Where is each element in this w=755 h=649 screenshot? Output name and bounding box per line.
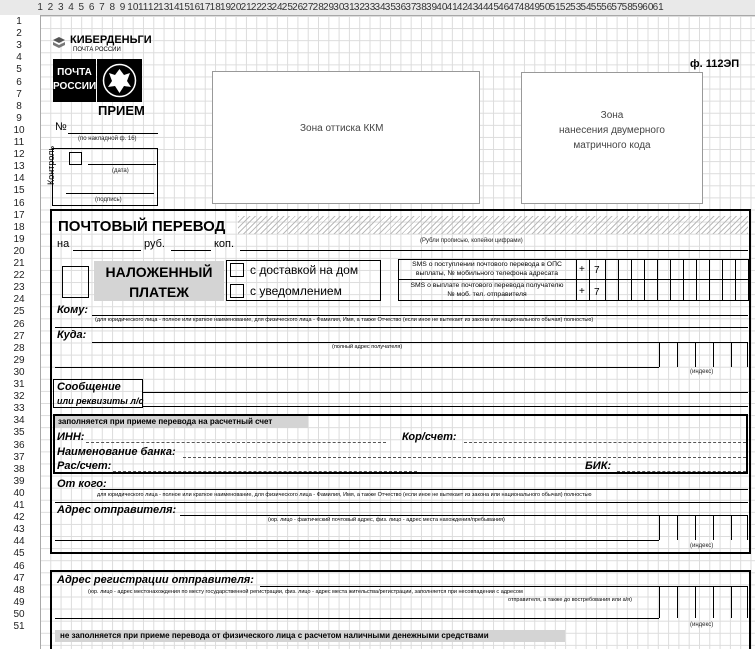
row-label: 3 xyxy=(16,40,22,52)
bank-label: Наименование банка: xyxy=(57,446,176,458)
column-label: 1 xyxy=(37,2,43,13)
post-logo: ПОЧТА РОССИИ xyxy=(53,59,96,102)
date-field[interactable] xyxy=(88,164,156,165)
column-label: 54 xyxy=(580,2,592,13)
sender-index-cells[interactable] xyxy=(659,515,748,540)
form-code: ф. 112ЭП xyxy=(690,58,740,70)
column-label: 18 xyxy=(209,2,221,13)
kuda-field[interactable] xyxy=(92,342,748,343)
row-label: 40 xyxy=(13,487,25,499)
bik-field[interactable] xyxy=(617,471,746,472)
row-label: 15 xyxy=(13,185,25,197)
bottom-note: не заполняется при приеме перевода от физического лица с расчетом наличными денежными средствами xyxy=(60,631,489,640)
cod-label: НАЛОЖЕННЫЙ ПЛАТЕЖ xyxy=(105,264,213,300)
row-label: 19 xyxy=(13,233,25,245)
bik-label: БИК: xyxy=(585,460,612,472)
column-label: 45 xyxy=(487,2,499,13)
column-label: 23 xyxy=(261,2,273,13)
sms-seven-1: 7 xyxy=(594,265,600,276)
delivery-checkbox[interactable] xyxy=(230,263,244,277)
sms-cell-divider xyxy=(589,259,590,301)
column-label: 50 xyxy=(539,2,551,13)
index-cell-divider xyxy=(695,515,696,540)
column-label: 19 xyxy=(219,2,232,13)
column-label: 48 xyxy=(518,2,530,13)
title-hatch xyxy=(238,216,748,234)
inn-field[interactable] xyxy=(86,442,386,443)
row-label: 36 xyxy=(13,439,25,451)
column-label: 4 xyxy=(68,2,74,13)
column-label: 2 xyxy=(47,2,54,13)
registration-field-2[interactable] xyxy=(55,618,659,619)
sms-plus-2: + xyxy=(579,286,585,297)
sms-cell-divider xyxy=(657,259,658,301)
message-field[interactable] xyxy=(143,392,748,393)
row-label: 8 xyxy=(16,100,22,112)
column-header xyxy=(0,0,755,16)
row-label: 32 xyxy=(13,391,25,403)
row-label: 30 xyxy=(13,366,25,378)
column-label: 27 xyxy=(302,2,314,13)
row-label: 35 xyxy=(13,427,25,439)
nakladnaya-hint: (по накладной ф. 16) xyxy=(78,136,137,142)
inn-label: ИНН: xyxy=(57,431,85,443)
row-label: 23 xyxy=(13,282,25,294)
index-cell-divider xyxy=(713,342,714,367)
column-label: 6 xyxy=(88,2,95,13)
row-label: 51 xyxy=(13,621,25,632)
ot-kogo-label: От кого: xyxy=(57,478,107,490)
komu-field-2[interactable] xyxy=(55,327,748,328)
sms-cell-divider xyxy=(576,259,577,301)
column-label: 57 xyxy=(611,2,623,13)
column-label: 5 xyxy=(78,2,85,13)
column-label: 49 xyxy=(528,2,541,13)
kkm-zone xyxy=(212,71,480,204)
index-cell-divider xyxy=(731,515,732,540)
column-label: 61 xyxy=(652,2,664,13)
sms-seven-2: 7 xyxy=(594,287,600,298)
column-label: 22 xyxy=(250,2,262,13)
row-label: 13 xyxy=(13,161,25,173)
row-label: 43 xyxy=(13,524,25,536)
column-label: 10 xyxy=(127,2,139,13)
column-label: 33 xyxy=(364,2,376,13)
column-label: 40 xyxy=(436,2,448,13)
row-label: 33 xyxy=(13,403,25,415)
sms-cell-divider xyxy=(605,259,606,301)
row-label: 46 xyxy=(13,560,25,572)
rasschet-label: Рас/счет: xyxy=(57,460,112,472)
row-label: 18 xyxy=(13,221,25,233)
rasschet-field[interactable] xyxy=(113,471,417,472)
row-label: 1 xyxy=(16,16,22,27)
recipient-index-cells[interactable] xyxy=(659,342,748,367)
row-label: 4 xyxy=(16,52,22,64)
column-label: 52 xyxy=(559,2,571,13)
column-label: 36 xyxy=(395,2,407,13)
message-label: Сообщение xyxy=(57,381,121,393)
row-label: 17 xyxy=(13,209,25,221)
row-label: 16 xyxy=(13,197,25,209)
matrix-code-label: Зона нанесения двумерного матричного кода xyxy=(559,110,665,151)
column-label: 56 xyxy=(601,2,613,13)
column-label: 41 xyxy=(446,2,458,13)
index-cell-divider xyxy=(731,342,732,367)
registration-index-hint: (индекс) xyxy=(690,622,714,628)
amount-rub: руб. xyxy=(144,238,165,250)
sms-cell-divider xyxy=(735,259,736,301)
row-label: 21 xyxy=(13,258,25,269)
row-label: 2 xyxy=(16,28,22,40)
column-label: 25 xyxy=(281,2,293,13)
column-label: 28 xyxy=(312,2,324,13)
signature-field[interactable] xyxy=(66,193,154,194)
row-label: 47 xyxy=(13,572,25,584)
sms-cell-divider xyxy=(631,259,632,301)
column-label: 12 xyxy=(147,2,159,13)
column-label: 43 xyxy=(467,2,479,13)
index-cell-divider xyxy=(713,586,714,618)
sender-index-hint: (индекс) xyxy=(690,543,714,549)
sms-payout-label: SMS о выплате почтового перевода получателю № моб. тел. отправителя xyxy=(410,282,564,298)
row-label: 29 xyxy=(13,354,25,366)
date-hint: (дата) xyxy=(112,168,129,174)
column-label: 60 xyxy=(642,2,654,13)
row-label: 12 xyxy=(13,149,25,161)
row-label: 14 xyxy=(13,173,25,185)
column-label: 21 xyxy=(240,2,252,13)
row-label: 37 xyxy=(13,451,25,463)
row-label: 45 xyxy=(13,548,25,560)
signature-hint: (подпись) xyxy=(95,197,122,203)
row-label: 20 xyxy=(13,245,25,257)
index-cell-divider xyxy=(677,342,678,367)
row-label: 27 xyxy=(13,330,25,342)
registration-hint-2: отправителя, а также до востребования или а/я) xyxy=(508,597,632,603)
column-label: 51 xyxy=(549,2,561,13)
rubles-field[interactable] xyxy=(73,250,141,251)
column-label: 59 xyxy=(631,2,644,13)
index-cell-divider xyxy=(695,342,696,367)
row-label: 6 xyxy=(16,76,22,88)
row-label: 28 xyxy=(13,342,25,354)
kuda-label: Куда: xyxy=(57,329,87,341)
row-label: 5 xyxy=(16,64,22,76)
column-label: 24 xyxy=(271,2,283,13)
index-cell-divider xyxy=(677,515,678,540)
row-label: 22 xyxy=(13,270,25,282)
registration-index-cells[interactable] xyxy=(659,586,748,618)
column-label: 34 xyxy=(374,2,386,13)
column-label: 14 xyxy=(168,2,180,13)
row-label: 48 xyxy=(13,584,25,596)
column-label: 20 xyxy=(230,2,242,13)
row-label: 41 xyxy=(13,500,25,511)
korschet-field[interactable] xyxy=(464,442,746,443)
sender-address-label: Адрес отправителя: xyxy=(57,504,177,516)
row-label: 50 xyxy=(13,608,25,620)
column-label: 9 xyxy=(119,2,126,13)
column-label: 13 xyxy=(158,2,170,13)
transfer-title: ПОЧТОВЫЙ ПЕРЕВОД xyxy=(58,218,226,235)
column-label: 38 xyxy=(415,2,427,13)
sms-cell-divider xyxy=(618,259,619,301)
column-label: 11 xyxy=(137,2,149,13)
row-label: 26 xyxy=(13,318,25,330)
index-cell-divider xyxy=(677,586,678,618)
column-label: 42 xyxy=(456,2,468,13)
sms-cell-divider xyxy=(709,259,710,301)
account-title: заполняется при приеме перевода на расчетный счет xyxy=(58,417,273,426)
notice-checkbox[interactable] xyxy=(230,284,244,298)
message-field-2[interactable] xyxy=(143,406,748,407)
recipient-index-hint: (индекс) xyxy=(690,369,714,375)
row-header xyxy=(0,15,41,649)
kuda-field-2[interactable] xyxy=(55,367,659,368)
column-label: 32 xyxy=(353,2,365,13)
column-label: 46 xyxy=(498,2,510,13)
sms-receipt-label: SMS о поступлении почтового перевода в ОПС выплаты, № мобильного телефона адресата xyxy=(412,261,562,277)
index-cell-divider xyxy=(713,515,714,540)
bank-field[interactable] xyxy=(183,457,746,458)
column-label: 3 xyxy=(57,2,64,13)
komu-label: Кому: xyxy=(57,304,88,316)
sms-cell-divider xyxy=(670,259,671,301)
column-label: 44 xyxy=(477,2,489,13)
row-label: 38 xyxy=(13,463,25,475)
row-label: 25 xyxy=(13,306,25,318)
row-label: 34 xyxy=(13,415,25,427)
row-label: 11 xyxy=(13,137,25,148)
column-label: 8 xyxy=(109,2,116,13)
sms-cell-divider xyxy=(696,259,697,301)
column-label: 58 xyxy=(621,2,633,13)
sender-address-field-2[interactable] xyxy=(55,540,659,541)
delivery-label: с доставкой на дом xyxy=(250,263,359,277)
brand-sub: ПОЧТА РОССИИ xyxy=(73,47,121,53)
sms-cell-divider xyxy=(683,259,684,301)
komu-hint: (для юридического лица - полное или краткое наименование, для физического лица - Фамилия, Имя, а также Отчество (если иное не вытекает из закона или национального обычая) полностью) xyxy=(95,317,594,323)
column-label: 39 xyxy=(425,2,438,13)
korschet-label: Кор/счет: xyxy=(402,431,457,443)
ot-kogo-hint: для юридического лица - полное или краткое наименование, для физического лица - Фамилия, Имя, а также Отчество (если иное не вытекает из закона или национального обычая) полностью xyxy=(97,492,592,498)
kontrol-label: Контроль xyxy=(46,145,56,185)
index-cell-divider xyxy=(731,586,732,618)
number-sign: № xyxy=(55,121,67,133)
sms-cell-divider xyxy=(722,259,723,301)
amount-hint: (Рубли прописью, копейки цифрами) xyxy=(420,238,523,244)
brand-logo-icon xyxy=(52,36,66,50)
row-label: 49 xyxy=(13,596,25,608)
brand-name: КИБЕРДЕНЬГИ xyxy=(70,34,152,46)
column-label: 47 xyxy=(508,2,520,13)
komu-field[interactable] xyxy=(92,315,748,316)
number-field[interactable] xyxy=(68,133,158,134)
sender-address-hint: (юр. лицо - фактический почтовый адрес, физ. лицо - адрес места нахождения/пребывания) xyxy=(268,517,505,523)
row-label: 24 xyxy=(13,294,25,306)
column-label: 29 xyxy=(322,2,335,13)
kuda-hint: (полный адрес получателя) xyxy=(332,344,403,350)
row-label: 44 xyxy=(13,536,25,548)
column-label: 26 xyxy=(292,2,304,13)
registration-label: Адрес регистрации отправителя: xyxy=(57,574,254,586)
column-label: 15 xyxy=(178,2,190,13)
ot-kogo-field-2[interactable] xyxy=(55,502,748,503)
amount-na: на xyxy=(57,238,70,250)
notice-label: с уведомлением xyxy=(250,284,342,298)
row-label: 42 xyxy=(13,512,25,524)
column-label: 7 xyxy=(99,2,105,13)
column-label: 55 xyxy=(590,2,602,13)
control-checkbox[interactable] xyxy=(69,152,82,165)
column-label: 53 xyxy=(570,2,582,13)
row-label: 39 xyxy=(13,475,25,487)
kkm-zone-label: Зона оттиска ККМ xyxy=(300,123,384,134)
sms-plus-1: + xyxy=(579,264,585,275)
column-label: 16 xyxy=(189,2,201,13)
cod-checkbox[interactable] xyxy=(62,266,89,298)
amount-words-field[interactable] xyxy=(240,250,748,251)
registration-hint-1: (юр. лицо - адрес местонахождения по месту государственной регистрации, физ. лицо - адрес места жительства/регистрации, заполняется при несовпадении с адресом xyxy=(88,589,523,595)
ot-kogo-field[interactable] xyxy=(100,489,748,490)
column-label: 30 xyxy=(333,2,345,13)
row-label: 10 xyxy=(13,124,25,136)
amount-kop: коп. xyxy=(214,238,235,250)
row-label: 31 xyxy=(13,379,25,390)
column-label: 17 xyxy=(199,2,211,13)
sms-cell-divider xyxy=(644,259,645,301)
column-label: 37 xyxy=(405,2,417,13)
row-label: 9 xyxy=(16,112,22,124)
eagle-emblem-icon xyxy=(97,59,142,102)
column-label: 31 xyxy=(343,2,355,13)
kopecks-field[interactable] xyxy=(171,250,211,251)
row-label: 7 xyxy=(16,88,22,100)
index-cell-divider xyxy=(695,586,696,618)
priem-label: ПРИЕМ xyxy=(98,103,145,118)
column-label: 35 xyxy=(384,2,396,13)
requisites-label: или реквизиты л/с xyxy=(57,396,144,406)
